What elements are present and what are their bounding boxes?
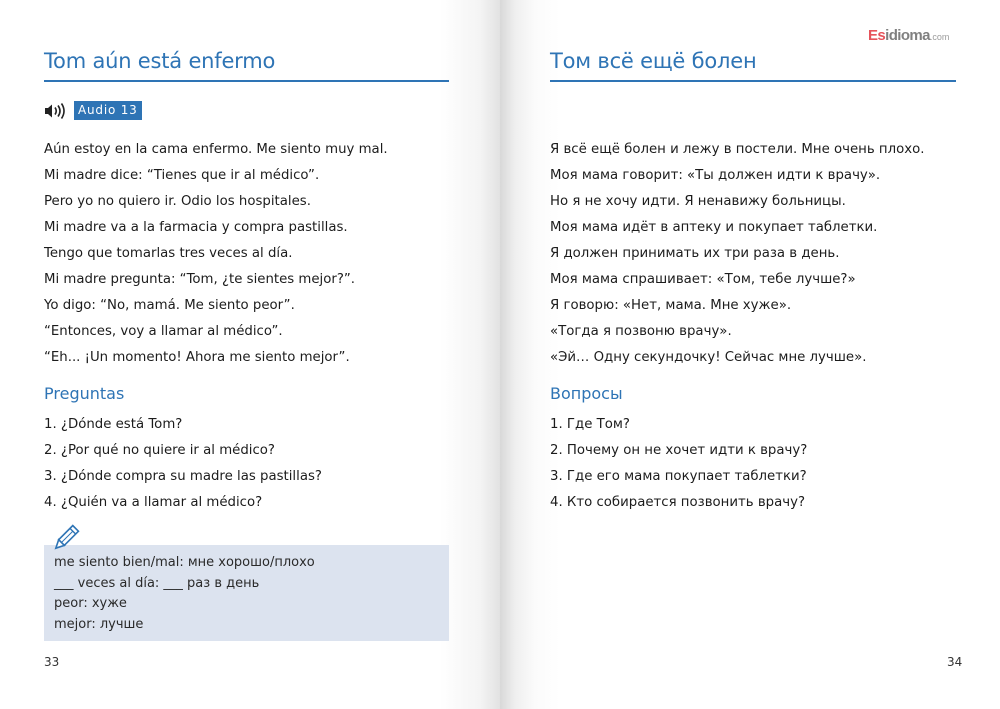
title-underline <box>550 80 956 82</box>
vocabulary-box <box>44 545 449 641</box>
story-line: «Эй… Одну секундочку! Сейчас мне лучше». <box>550 350 867 365</box>
story-line: Но я не хочу идти. Я ненавижу больницы. <box>550 194 846 209</box>
vocabulary-item: mejor: лучше <box>54 616 144 632</box>
story-text-russian <box>550 137 924 371</box>
story-line: Tengo que tomarlas tres veces al día. <box>44 246 293 261</box>
question-item: 4. Кто собирается позвонить врачу? <box>550 495 806 510</box>
vocabulary-list <box>54 553 315 635</box>
story-line: Pero yo no quiero ir. Odio los hospitales. <box>44 194 311 209</box>
story-title-spanish: Tom aún está enfermo <box>44 49 276 73</box>
question-item: 3. Где его мама покупает таблетки? <box>550 469 807 484</box>
pencil-icon <box>50 524 80 554</box>
right-page <box>500 0 1000 709</box>
story-line: Aún estoy en la cama enfermo. Me siento muy mal. <box>44 142 388 157</box>
question-item: 2. Почему он не хочет идти к врачу? <box>550 443 808 458</box>
question-item: 1. Где Том? <box>550 417 630 432</box>
story-line: Я всё ещё болен и лежу в постели. Мне очень плохо. <box>550 142 925 157</box>
story-line: Я говорю: «Нет, мама. Мне хуже». <box>550 298 792 313</box>
story-line: Моя мама спрашивает: «Том, тебе лучше?» <box>550 272 856 287</box>
questions-list-spanish <box>44 412 322 516</box>
story-line: “Entonces, voy a llamar al médico”. <box>44 324 283 339</box>
story-line: “Eh... ¡Un momento! Ahora me siento mejor”. <box>44 350 350 365</box>
questions-heading-spanish: Preguntas <box>44 384 125 403</box>
audio-control[interactable] <box>44 101 142 120</box>
question-item: 2. ¿Por qué no quiere ir al médico? <box>44 443 275 458</box>
audio-track-button[interactable]: Audio 13 <box>74 101 142 120</box>
story-line: Моя мама идёт в аптеку и покупает таблетки. <box>550 220 878 235</box>
story-line: Моя мама говорит: «Ты должен идти к врачу». <box>550 168 881 183</box>
question-item: 1. ¿Dónde está Tom? <box>44 417 183 432</box>
story-line: Mi madre dice: “Tienes que ir al médico”. <box>44 168 320 183</box>
question-item: 4. ¿Quién va a llamar al médico? <box>44 495 263 510</box>
story-line: Yo digo: “No, mamá. Me siento peor”. <box>44 298 295 313</box>
vocabulary-item: me siento bien/mal: мне хорошо/плохо <box>54 555 315 570</box>
esidioma-logo <box>868 27 949 44</box>
title-underline <box>44 80 449 82</box>
logo-idioma: idioma <box>885 27 930 44</box>
story-title-russian: Том всё ещё болен <box>550 49 757 73</box>
logo-suffix: .com <box>929 32 950 42</box>
logo-es: Es <box>868 27 886 44</box>
story-line: «Тогда я позвоню врачу». <box>550 324 732 339</box>
page-number-right: 34 <box>947 655 963 669</box>
story-line: Я должен принимать их три раза в день. <box>550 246 840 261</box>
story-text-spanish <box>44 137 388 371</box>
vocabulary-item: ___ veces al día: ___ раз в день <box>54 575 260 591</box>
page-number-left: 33 <box>44 655 60 669</box>
questions-heading-russian: Вопросы <box>550 384 623 403</box>
vocabulary-item: peor: хуже <box>54 596 127 611</box>
story-line: Mi madre va a la farmacia y compra pastillas. <box>44 220 348 235</box>
story-line: Mi madre pregunta: “Tom, ¿te sientes mejor?”. <box>44 272 356 287</box>
question-item: 3. ¿Dónde compra su madre las pastillas? <box>44 469 322 484</box>
speaker-icon[interactable] <box>44 102 68 120</box>
questions-list-russian <box>550 412 807 516</box>
